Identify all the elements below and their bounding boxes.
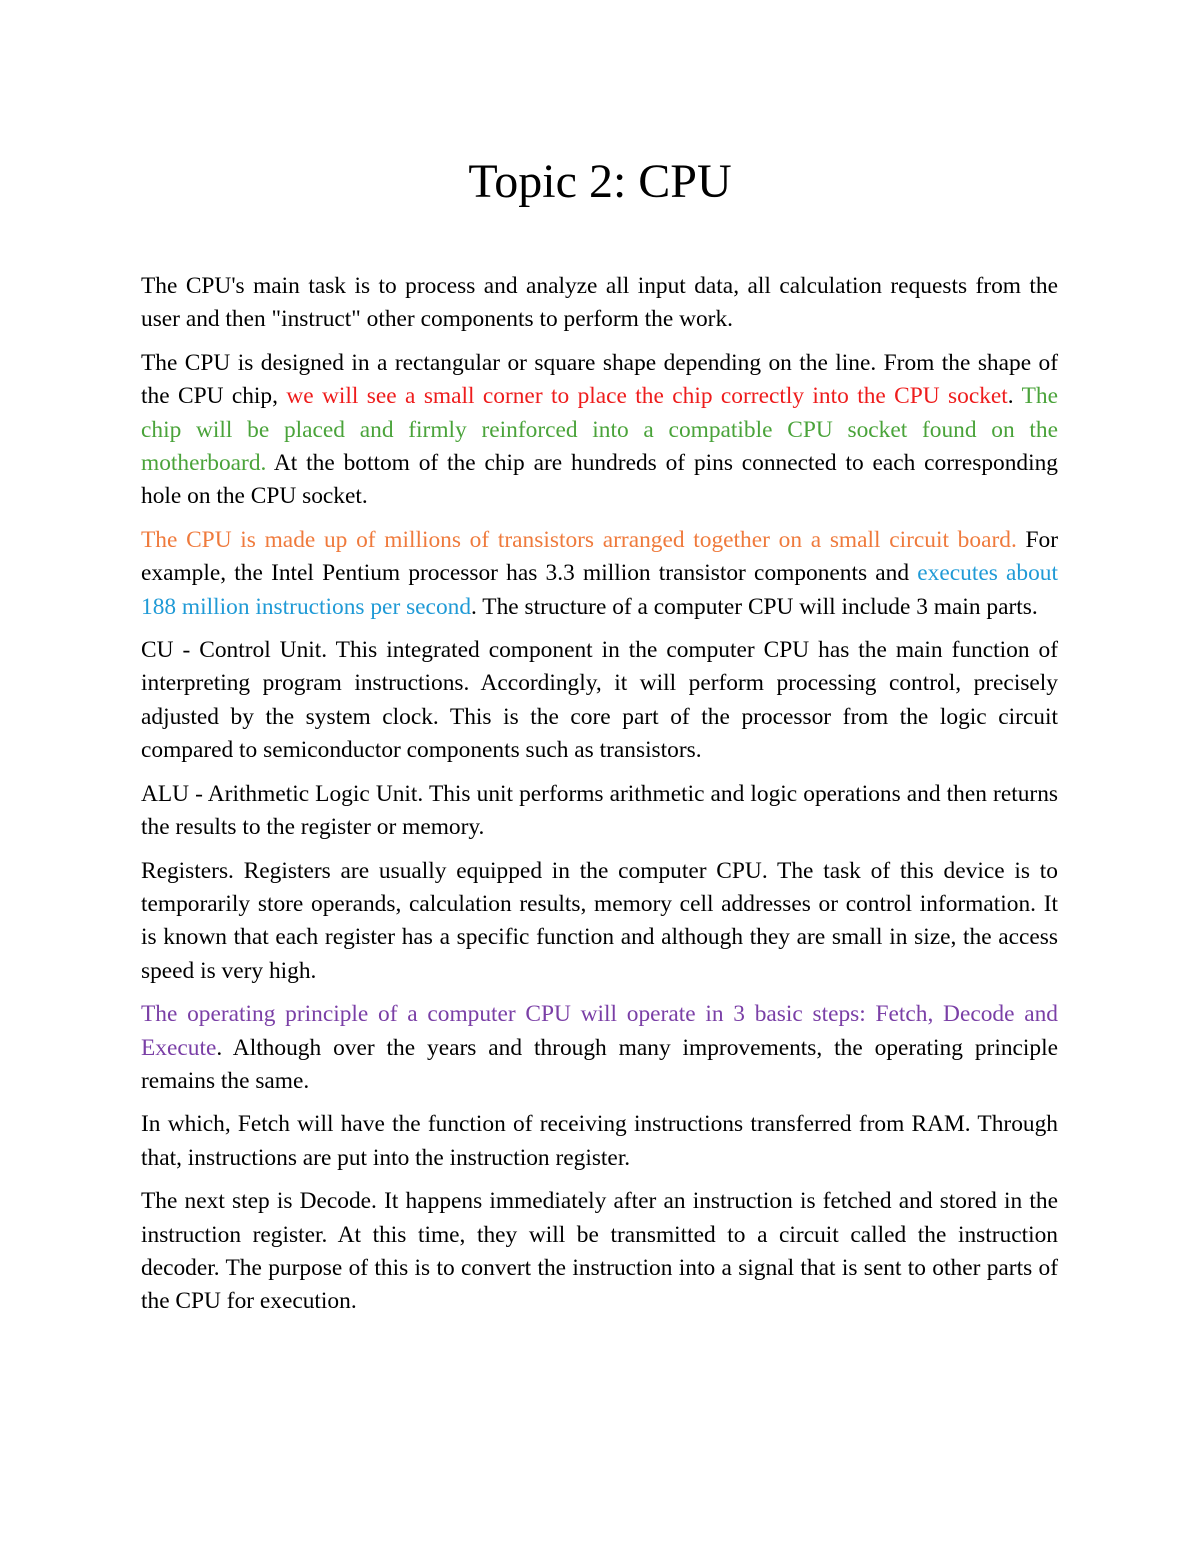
paragraph-operating-principle <box>141 998 1058 1098</box>
text-segment: . The structure of a computer CPU will include 3 main parts. <box>471 593 1038 620</box>
text-segment: . <box>1007 383 1022 410</box>
text-segment: Registers. Registers are usually equipped in the computer CPU. The task of this device is to temporarily store operands, calculation results, memory cell addresses or control information. It is known that each register has a specific function and although they are small in size, the access speed is very high. <box>141 857 1058 984</box>
highlight-orange-segment: The CPU is made up of millions of transistors arranged together on a small circuit board. <box>141 526 1017 553</box>
text-segment: ALU - Arithmetic Logic Unit. This unit performs arithmetic and logic operations and then returns the results to the register or memory. <box>141 780 1058 841</box>
highlight-red-segment: we will see a small corner to place the chip correctly into the CPU socket <box>286 383 1008 410</box>
highlight-green-segment: The chip will be placed and firmly reinforced into a compatible CPU socket found on the motherboard. <box>141 383 1058 477</box>
text-segment: The next step is Decode. It happens immediately after an instruction is fetched and stored in the instruction register. At this time, they will be transmitted to a circuit called the instruction decoder. The purpose of this is to convert the instruction into a signal that is sent to other parts of the CPU for execution. <box>141 1188 1058 1315</box>
paragraph-alu <box>141 778 1058 845</box>
text-segment: In which, Fetch will have the function of receiving instructions transferred from RAM. Through that, instructions are put into the instruction register. <box>141 1111 1058 1171</box>
paragraph-cpu-task <box>141 270 1058 337</box>
text-segment: CU - Control Unit. This integrated component in the computer CPU has the main function of interpreting program instructions. Accordingly, it will perform processing control, precisely adjusted by the system clock. This is the core part of the processor from the logic circuit compared to semiconductor components such as transistors. <box>141 637 1058 764</box>
paragraph-decode <box>141 1185 1058 1319</box>
page-title: Topic 2: CPU <box>468 155 732 208</box>
text-segment: The CPU is designed in a rectangular or square shape depending on the line. From the shape of the CPU chip, <box>141 349 1058 410</box>
highlight-blue-segment: executes about 188 million instructions per second <box>141 560 1058 620</box>
paragraph-registers <box>141 855 1058 989</box>
paragraph-cpu-shape <box>141 347 1058 514</box>
paragraph-control-unit <box>141 634 1058 768</box>
text-segment: At the bottom of the chip are hundreds of pins connected to each corresponding hole on the CPU socket. <box>141 450 1058 510</box>
highlight-purple-segment: The operating principle of a computer CPU will operate in 3 basic steps: Fetch, Decode and Execute <box>141 1001 1058 1061</box>
paragraph-fetch <box>141 1108 1058 1175</box>
text-segment: . Although over the years and through many improvements, the operating principle remains the same. <box>141 1034 1058 1094</box>
text-segment: The CPU's main task is to process and analyze all input data, all calculation requests from the user and then "instruct" other components to perform the work. <box>141 273 1058 333</box>
document-body <box>141 270 1058 1329</box>
text-segment: For example, the Intel Pentium processor has 3.3 million transistor components and <box>141 526 1059 587</box>
paragraph-cpu-transistors <box>141 524 1058 624</box>
